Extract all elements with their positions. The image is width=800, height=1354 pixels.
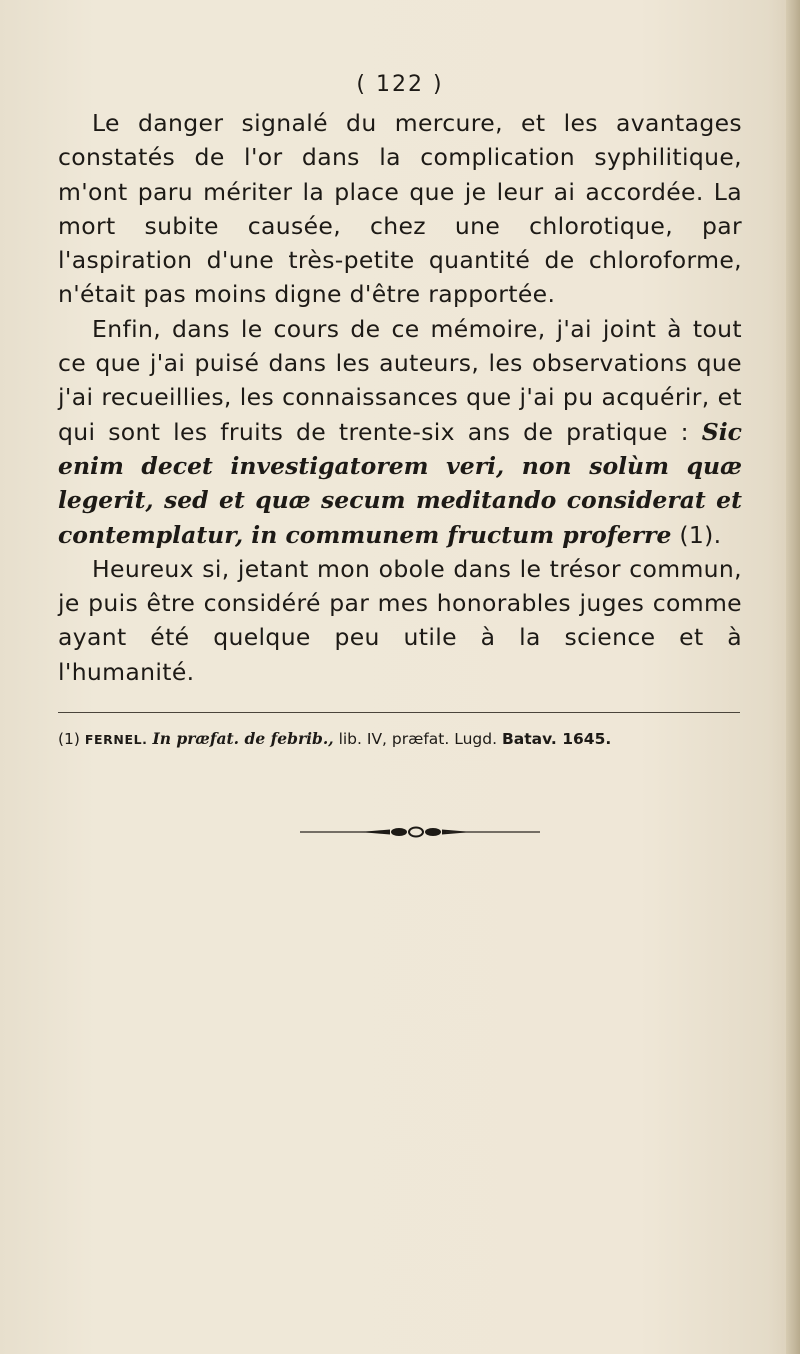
end-of-section-ornament: [300, 826, 540, 838]
page-edge: [786, 0, 800, 1354]
latin-quotation: Sic enim decet investigatorem veri, non solùm quæ legerit, sed et quæ secum meditando considerat et contemplatur, in communem fructum proferre: [58, 417, 742, 549]
ornament-wedge-left: [360, 830, 390, 835]
footnote: [58, 728, 748, 751]
footnote-author: FERNEL.: [84, 732, 148, 747]
paragraph-enfin-text: Enfin, dans le cours de ce mémoire, j'ai joint à tout ce que j'ai puisé dans les auteurs, les observations que j'ai recueillies, les connaissances que j'ai pu acquérir, et qui sont les fruits de trente-six ans de pratique :: [58, 314, 742, 446]
footnote-reference: (1).: [671, 520, 722, 549]
ornament-lozenge-center: [409, 828, 423, 837]
main-text: [58, 106, 742, 689]
footnote-separator: [58, 712, 740, 713]
footnote-place-date: Batav. 1645.: [501, 730, 612, 748]
ornament-lozenge-left: [391, 828, 407, 836]
ornament-lozenge-right: [425, 828, 441, 836]
paragraph-danger: Le danger signalé du mercure, et les avantages constatés de l'or dans la complication syphilitique, m'ont paru mériter la place que je leur ai accordée. La mort subite causée, chez une chlorotique, par l'aspiration d'une très-petite quantité de chloroforme, n'était pas moins digne d'être rapportée.: [58, 109, 742, 309]
paragraph-heureux: Heureux si, jetant mon obole dans le trésor commun, je puis être considéré par mes honorables juges comme ayant été quelque peu utile à la science et à l'humanité.: [58, 554, 742, 686]
paragraph-enfin: [58, 312, 742, 552]
page-number: ( 122 ): [356, 72, 444, 97]
footnote-marker: (1): [58, 730, 85, 748]
footnote-work: In præfat. de febrib.,: [152, 729, 334, 748]
footnote-details: lib. IV, præfat. Lugd.: [338, 730, 498, 748]
